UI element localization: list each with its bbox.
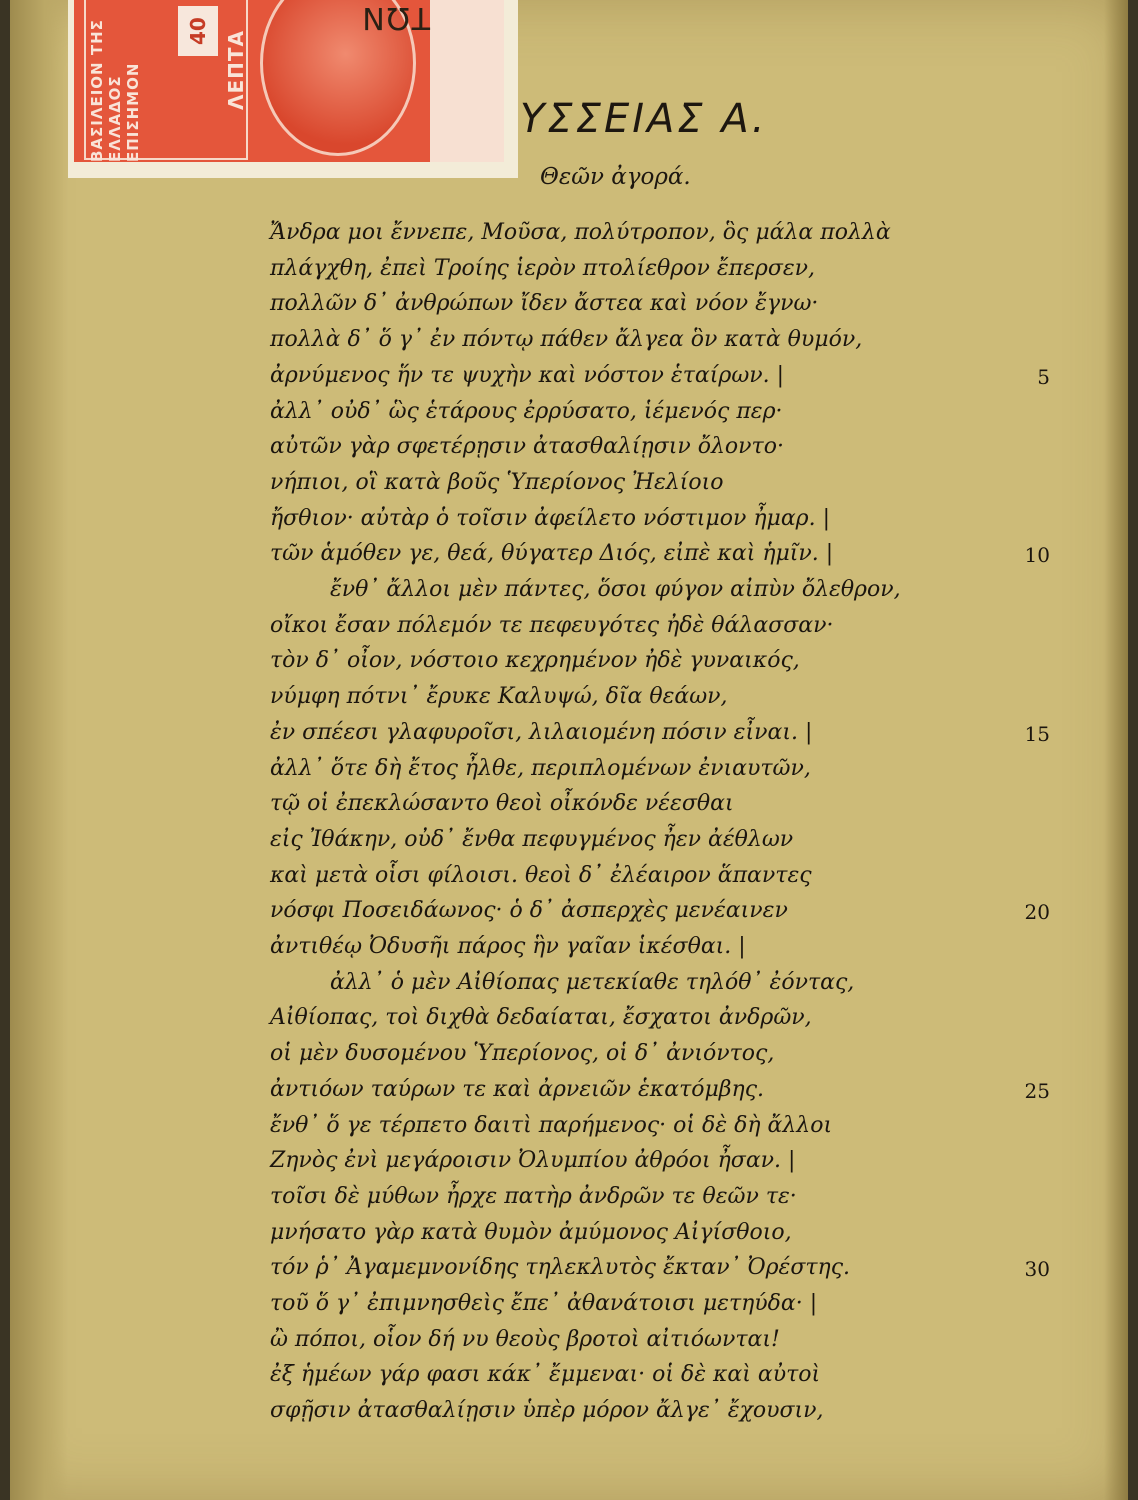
poem-line: πλάγχθη, ἐπεὶ Τροίης ἱερὸν πτολίεθρον ἔπερσεν, <box>270 256 816 281</box>
poem-line: ἀρνύμενος ἥν τε ψυχὴν καὶ νόστον ἑταίρων. | <box>270 363 785 388</box>
poem-line: Ζηνὸς ἐνὶ μεγάροισιν Ὀλυμπίου ἀθρόοι ἦσαν. | <box>270 1148 796 1173</box>
poem-line: τὸν δ᾽ οἶον, νόστοιο κεχρημένον ἠδὲ γυναικός, <box>270 648 800 673</box>
section-subtitle: Θεῶν ἀγορά. <box>540 164 691 190</box>
line-number: 10 <box>1024 543 1050 567</box>
poem-line: ὢ πόποι, οἷον δή νυ θεοὺς βροτοὶ αἰτιόωνται! <box>270 1327 780 1352</box>
poem-line: νόσφι Ποσειδάωνος· ὁ δ᾽ ἀσπερχὲς μενέαινεν <box>270 898 788 923</box>
stamp-currency: ΛΕΠΤΑ <box>224 30 248 110</box>
poem-line: πολλὰ δ᾽ ὅ γ᾽ ἐν πόντῳ πάθεν ἄλγεα ὃν κατὰ θυμόν, <box>270 327 863 352</box>
line-number: 15 <box>1024 722 1050 746</box>
poem-line: καὶ μετὰ οἷσι φίλοισι. θεοὶ δ᾽ ἐλέαιρον ἅπαντες <box>270 863 812 888</box>
poem-line: Ἄνδρα μοι ἔννεπε, Μοῦσα, πολύτροπον, ὃς μάλα πολλὰ <box>270 220 891 245</box>
poem-line: τοῖσι δὲ μύθων ἦρχε πατὴρ ἀνδρῶν τε θεῶν τε· <box>270 1184 797 1209</box>
poem-line: σφῇσιν ἀτασθαλίῃσιν ὑπὲρ μόρον ἄλγε᾽ ἔχουσιν, <box>270 1398 824 1423</box>
poem-line: ἀντιθέῳ Ὀδυσῆι πάρος ἣν γαῖαν ἱκέσθαι. | <box>270 934 746 959</box>
poem-line: μνήσατο γὰρ κατὰ θυμὸν ἀμύμονος Αἰγίσθοιο, <box>270 1220 792 1245</box>
poem-line: πολλῶν δ᾽ ἀνθρώπων ἴδεν ἄστεα καὶ νόον ἔγνω· <box>270 291 819 316</box>
poem-line: ἀντιόων ταύρων τε καὶ ἀρνειῶν ἑκατόμβης. <box>270 1077 765 1102</box>
poem-line: τόν ῥ᾽ Ἀγαμεμνονίδης τηλεκλυτὸς ἔκταν᾽ Ὀρέστης. <box>270 1255 851 1280</box>
poem-line: ἔνθ᾽ ὅ γε τέρπετο δαιτὶ παρήμενος· οἱ δὲ δὴ ἄλλοι <box>270 1113 833 1138</box>
poem-line: Αἰθίοπας, τοὶ διχθὰ δεδαίαται, ἔσχατοι ἀνδρῶν, <box>270 1005 812 1030</box>
poem-line: τῶν ἁμόθεν γε, θεά, θύγατερ Διός, εἰπὲ καὶ ἡμῖν. | <box>270 541 834 566</box>
line-number: 30 <box>1024 1257 1050 1281</box>
poem-line: οἴκοι ἔσαν πόλεμόν τε πεφευγότες ἠδὲ θάλασσαν· <box>270 613 834 638</box>
stamp-value: 40 <box>178 6 218 56</box>
poem-line: ἤσθιον· αὐτὰρ ὁ τοῖσιν ἀφείλετο νόστιμον ἦμαρ. | <box>270 506 831 531</box>
poem-line: ἀλλ᾽ οὐδ᾽ ὣς ἑτάρους ἐρρύσατο, ἱέμενός περ· <box>270 399 783 424</box>
poem-line: τῷ οἱ ἐπεκλώσαντο θεοὶ οἶκόνδε νέεσθαι <box>270 791 734 816</box>
poem-line: ἐξ ἡμέων γάρ φασι κάκ᾽ ἔμμεναι· οἱ δὲ καὶ αὐτοὶ <box>270 1362 821 1387</box>
poem-line: νύμφη πότνι᾽ ἔρυκε Καλυψώ, δῖα θεάων, <box>270 684 728 709</box>
poem-line: ἔνθ᾽ ἄλλοι μὲν πάντες, ὅσοι φύγον αἰπὺν ὄλεθρον, <box>330 577 901 602</box>
line-number: 20 <box>1024 900 1050 924</box>
poem-line: οἱ μὲν δυσομένου Ὑπερίονος, οἱ δ᾽ ἀνιόντος, <box>270 1041 775 1066</box>
poem-line: ἀλλ᾽ ὁ μὲν Αἰθίοπας μετεκίαθε τηλόθ᾽ ἐόντας, <box>330 970 855 995</box>
poem-line: νήπιοι, οἳ κατὰ βοῦς Ὑπερίονος Ἠελίοιο <box>270 470 724 495</box>
poem-line: τοῦ ὅ γ᾽ ἐπιμνησθεὶς ἔπε᾽ ἀθανάτοισι μετηύδα· | <box>270 1291 818 1316</box>
page-title: ΥΣΣΕΙΑΣ Α. <box>520 96 768 142</box>
ink-fragment: ΤΩΝ <box>360 0 430 35</box>
poem-line: αὐτῶν γὰρ σφετέρῃσιν ἀτασθαλίῃσιν ὄλοντο· <box>270 434 784 459</box>
poem-line: ἀλλ᾽ ὅτε δὴ ἔτος ἦλθε, περιπλομένων ἐνιαυτῶν, <box>270 756 811 781</box>
poem-line: ἐν σπέεσι γλαφυροῖσι, λιλαιομένη πόσιν εἶναι. | <box>270 720 813 745</box>
poem-line: εἰς Ἰθάκην, οὐδ᾽ ἔνθα πεφυγμένος ἦεν ἀέθλων <box>270 827 794 852</box>
line-number: 25 <box>1024 1079 1050 1103</box>
line-number: 5 <box>1037 365 1050 389</box>
stamp-inscription: ΒΑΣΙΛΕΙΟΝ ΤΗΣ ΕΛΛΑΔΟΣ ΕΠΙΣΗΜΟΝ <box>88 19 142 162</box>
